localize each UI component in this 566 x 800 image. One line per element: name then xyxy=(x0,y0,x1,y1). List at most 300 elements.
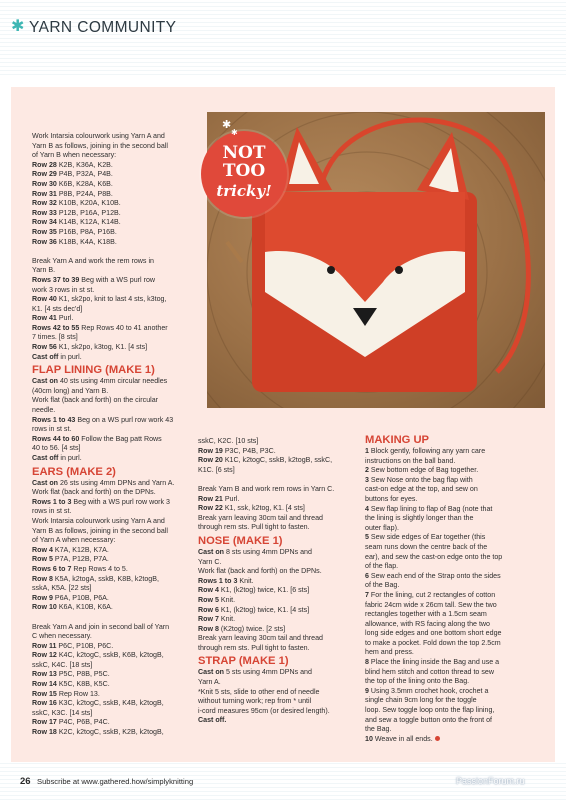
pattern-line xyxy=(198,567,360,577)
pattern-line xyxy=(32,699,204,709)
pattern-line xyxy=(198,668,360,678)
pattern-line xyxy=(198,625,360,635)
pattern-text: Knit. xyxy=(237,576,254,585)
pattern-text: Yarn C. xyxy=(198,557,222,566)
pattern-text: Sew bottom edge of Bag together. xyxy=(368,466,479,475)
badge-line-1: NOT xyxy=(222,143,266,163)
pattern-line xyxy=(365,629,525,639)
pattern-text: 26 sts using 4mm DPNs and Yarn A. xyxy=(58,478,175,487)
pattern-line xyxy=(32,575,204,585)
pattern-text: K1, ssk, k2tog, K1. [4 sts] xyxy=(222,504,305,513)
pattern-text: fabric 24cm wide x 26cm tall. Sew the two xyxy=(365,600,497,609)
pattern-line xyxy=(32,488,204,498)
pattern-text: to make a pocket. Fold down the top 2.5cm xyxy=(365,638,501,647)
pattern-line xyxy=(32,180,204,190)
pattern-row-label: 6 xyxy=(365,571,369,580)
pattern-row-label: Cast on xyxy=(32,377,59,386)
pattern-line xyxy=(365,639,525,649)
pattern-line xyxy=(198,548,360,558)
pattern-text: long side edges and one bottom short edge xyxy=(365,629,502,638)
pattern-line xyxy=(365,476,525,486)
pattern-text: without turning work; rep from * until xyxy=(198,697,312,706)
pattern-text: Beg with a WS purl row work 3 xyxy=(71,497,170,506)
pattern-row-label: Rows 37 to 39 xyxy=(32,275,80,284)
pattern-text: Using 3.5mm crochet hook, crochet a xyxy=(368,686,489,695)
section-heading: STRAP (MAKE 1) xyxy=(198,655,289,668)
section-heading: MAKING UP xyxy=(365,434,430,446)
pattern-line xyxy=(198,678,360,688)
badge-line-3: tricky! xyxy=(216,182,272,200)
pattern-line xyxy=(32,555,204,565)
pattern-row-label: Row 16 xyxy=(32,699,57,708)
subscribe-link[interactable]: Subscribe at www.gathered.how/simplyknitting xyxy=(37,777,194,786)
pattern-text: of Yarn B when necessary: xyxy=(32,151,117,160)
pattern-text: allowance, with RS facing along the two xyxy=(365,619,490,628)
pattern-row-label: 7 xyxy=(365,590,369,599)
pattern-line xyxy=(365,668,525,678)
pattern-row-label: 5 xyxy=(365,533,369,542)
pattern-row-label: Rows 44 to 60 xyxy=(32,434,80,443)
watermark: PassionForum.ru xyxy=(456,776,525,786)
pattern-line xyxy=(198,504,360,514)
pattern-row-label: Row 35 xyxy=(32,227,57,236)
pattern-line xyxy=(32,527,204,537)
pattern-line xyxy=(365,591,525,601)
pattern-text: i-cord measures 95cm (or desired length). xyxy=(198,706,330,715)
pattern-row-label: 9 xyxy=(365,686,369,695)
pattern-line xyxy=(32,199,204,209)
pattern-row-label: Row 31 xyxy=(32,189,57,198)
pattern-line xyxy=(365,658,525,668)
pattern-text: hem and press. xyxy=(365,648,414,657)
pattern-line xyxy=(365,524,525,534)
pattern-row-label: Rows 6 to 7 xyxy=(32,564,72,573)
difficulty-badge xyxy=(201,131,287,217)
pattern-line xyxy=(32,314,204,324)
pattern-text: K6B, K28A, K6B. xyxy=(56,179,113,188)
pattern-row-label: 4 xyxy=(365,504,369,513)
pattern-line xyxy=(32,565,204,575)
pattern-text: K4C, k2togC, sskB, K6B, k2togB, xyxy=(56,651,164,660)
pattern-row-label: Row 29 xyxy=(32,170,57,179)
pattern-row-label: Row 12 xyxy=(32,651,57,660)
pattern-text: Place the lining inside the Bag and use a xyxy=(368,658,500,667)
pattern-line xyxy=(365,601,525,611)
page-header xyxy=(0,0,566,75)
pattern-text: P5C, P8B, P5C. xyxy=(56,670,110,679)
pattern-text: P16B, P8A, P16B. xyxy=(56,227,117,236)
pattern-text: rows in st st. xyxy=(32,425,72,434)
pattern-line xyxy=(32,266,204,276)
pattern-text: P7A, P12B, P7A. xyxy=(52,555,109,564)
pattern-row-label: Row 10 xyxy=(32,603,57,612)
pattern-text: rows in st st. xyxy=(32,507,72,516)
pattern-line xyxy=(198,558,360,568)
pattern-text: K10B, K20A, K10B. xyxy=(56,199,121,208)
pattern-line xyxy=(32,132,204,142)
pattern-text: P6A, P10B, P6A. xyxy=(52,593,109,602)
pattern-row-label: Rows 1 to 43 xyxy=(32,415,76,424)
pattern-row-label: Row 9 xyxy=(32,593,53,602)
pattern-row-label: Cast off. xyxy=(198,716,227,725)
pattern-text: Knit. xyxy=(218,595,236,604)
pattern-text: ear), and sew the cast-on edge onto the top xyxy=(365,552,503,561)
pattern-line xyxy=(32,670,204,680)
pattern-text: of the flap. xyxy=(365,562,399,571)
pattern-line xyxy=(365,610,525,620)
pattern-line xyxy=(198,697,360,707)
page-number: 26 xyxy=(20,776,31,787)
pattern-text: cast-on edge at the top, and sew on xyxy=(365,485,478,494)
pattern-line xyxy=(365,620,525,630)
blank-line xyxy=(32,613,204,623)
pattern-row-label: Row 22 xyxy=(198,504,223,513)
pattern-text: P3C, P4B, P3C. xyxy=(222,446,276,455)
pattern-row-label: Rows 1 to 3 xyxy=(198,576,238,585)
pattern-text: sskA, K5A. [22 sts] xyxy=(32,584,92,593)
pattern-line xyxy=(32,454,204,464)
pattern-text: Beg on a WS purl row work 43 xyxy=(75,415,174,424)
pattern-row-label: Row 18 xyxy=(32,728,57,737)
pattern-text: of Yarn A when necessary: xyxy=(32,536,116,545)
pattern-line xyxy=(32,507,204,517)
pattern-line xyxy=(32,333,204,343)
pattern-row-label: 8 xyxy=(365,658,369,667)
section-heading: FLAP LINING (MAKE 1) xyxy=(32,364,155,377)
pattern-line xyxy=(32,498,204,508)
pattern-text: Work flat (back and forth) on the DPNs. xyxy=(198,567,322,576)
pattern-line xyxy=(365,648,525,658)
pattern-line xyxy=(32,228,204,238)
pattern-text: 40 sts using 4mm circular needles xyxy=(58,377,168,386)
pattern-text: Sew each end of the Strap onto the sides xyxy=(368,571,501,580)
pattern-line xyxy=(198,456,360,466)
pattern-text: Work Intarsia colourwork using Yarn A and xyxy=(32,516,165,525)
pattern-row-label: Row 5 xyxy=(198,595,219,604)
pattern-text: K6A, K10B, K6A. xyxy=(56,603,113,612)
pattern-row-label: Row 19 xyxy=(198,446,223,455)
pattern-text: work 3 rows in st st. xyxy=(32,285,95,294)
pattern-line xyxy=(365,466,525,476)
pattern-text: through rem sts. Pull tight to fasten. xyxy=(198,643,310,652)
pattern-line xyxy=(32,425,204,435)
pattern-text: Weave in all ends. xyxy=(372,734,433,743)
pattern-text: Yarn B as follows, joining in the second ball xyxy=(32,141,168,150)
pattern-line xyxy=(32,690,204,700)
pattern-line xyxy=(32,142,204,152)
pattern-text: single chain 9cm long for the toggle xyxy=(365,696,477,705)
pattern-text: Yarn B as follows, joining in the second ball xyxy=(32,526,168,535)
pattern-line xyxy=(365,457,525,467)
pattern-line xyxy=(365,581,525,591)
pattern-text: K3C, k2togC, sskB, K4B, k2togB, xyxy=(56,699,164,708)
pattern-row-label: Row 33 xyxy=(32,208,57,217)
section-heading: NOSE (MAKE 1) xyxy=(198,534,283,547)
pattern-line xyxy=(32,632,204,642)
pattern-text: Yarn A. xyxy=(198,678,221,687)
pattern-line xyxy=(198,447,360,457)
pattern-text: K18B, K4A, K18B. xyxy=(56,237,117,246)
pattern-text: loop. Sew toggle loop onto the flap lining, xyxy=(365,706,495,715)
pattern-row-label: Row 14 xyxy=(32,680,57,689)
pattern-row-label: Row 36 xyxy=(32,237,57,246)
pattern-row-label: 3 xyxy=(365,475,369,484)
pattern-line xyxy=(198,644,360,654)
pattern-line xyxy=(32,286,204,296)
pattern-line xyxy=(32,343,204,353)
pattern-row-label: Row 4 xyxy=(198,586,219,595)
pattern-text: Purl. xyxy=(56,314,74,323)
pattern-row-label: Cast off xyxy=(32,352,59,361)
pattern-text: K5C, K8B, K5C. xyxy=(56,680,110,689)
pattern-row-label: Row 20 xyxy=(198,456,223,465)
pattern-text: P4C, P6B, P4C. xyxy=(56,718,110,727)
pattern-line xyxy=(32,151,204,161)
pattern-text: Rep Rows 4 to 5. xyxy=(71,564,128,573)
pattern-line xyxy=(365,696,525,706)
pattern-line xyxy=(365,572,525,582)
pattern-text: blind hem stitch and cotton thread to sew xyxy=(365,667,494,676)
pattern-row-label: Row 11 xyxy=(32,641,57,650)
pattern-row-label: Cast on xyxy=(198,668,225,677)
pattern-line xyxy=(32,161,204,171)
pattern-text: through rem sts. Pull tight to fasten. xyxy=(198,523,310,532)
pattern-line xyxy=(198,586,360,596)
pattern-row-label: Row 34 xyxy=(32,218,57,227)
section-heading: EARS (MAKE 2) xyxy=(32,465,116,478)
pattern-line xyxy=(32,190,204,200)
pattern-row-label: Cast on xyxy=(32,478,59,487)
pattern-line xyxy=(365,514,525,524)
pattern-row-label: Row 7 xyxy=(198,615,219,624)
pattern-row-label: Row 41 xyxy=(32,314,57,323)
pattern-text: Knit. xyxy=(218,615,236,624)
pattern-line xyxy=(32,416,204,426)
pattern-text: *Knit 5 sts, slide to other end of needle xyxy=(198,687,320,696)
pattern-text: K1, sk2po, k3tog, K1. [4 sts] xyxy=(56,343,148,352)
pattern-text: Break Yarn A and work the rem rows in xyxy=(32,256,154,265)
pattern-line xyxy=(365,706,525,716)
pattern-line xyxy=(32,594,204,604)
pattern-text: Sew side edges of Ear together (this xyxy=(368,533,486,542)
section-title: YARN COMMUNITY xyxy=(29,19,177,36)
pattern-line xyxy=(32,680,204,690)
pattern-text: K14B, K12A, K14B. xyxy=(56,218,121,227)
pattern-row-label: Cast on xyxy=(198,547,225,556)
pattern-text: K5A, k2togA, sskB, K8B, k2togB, xyxy=(52,574,159,583)
pattern-row-label: Row 15 xyxy=(32,689,57,698)
pattern-text: K2B, K36A, K2B. xyxy=(56,160,113,169)
pattern-text: sskC, K4C. [18 sts] xyxy=(32,660,93,669)
pattern-text: P6C, P10B, P6C. xyxy=(56,641,114,650)
pattern-text: P4B, P32A, P4B. xyxy=(56,170,113,179)
pattern-row-label: Row 21 xyxy=(198,494,223,503)
pattern-line xyxy=(32,377,204,387)
pattern-line xyxy=(32,709,204,719)
pattern-text: K7A, K12B, K7A. xyxy=(52,545,109,554)
pattern-text: the Bag. xyxy=(365,725,392,734)
pattern-row-label: 2 xyxy=(365,466,369,475)
pattern-line xyxy=(32,324,204,334)
pattern-line xyxy=(365,725,525,735)
pattern-text: Rep Rows 40 to 41 another xyxy=(79,323,168,332)
pattern-row-label: Row 5 xyxy=(32,555,53,564)
pattern-line xyxy=(32,396,204,406)
pattern-line xyxy=(32,517,204,527)
pattern-line xyxy=(198,606,360,616)
pattern-text: in purl. xyxy=(58,352,82,361)
pattern-line xyxy=(32,387,204,397)
flower-icon: ✱ xyxy=(222,119,232,131)
pattern-row-label: Rows 42 to 55 xyxy=(32,323,80,332)
pattern-row-label: Row 17 xyxy=(32,718,57,727)
pattern-text: seam runs down the centre back of the xyxy=(365,542,488,551)
pattern-line xyxy=(365,687,525,697)
asterisk-icon: ✱ xyxy=(11,18,25,35)
pattern-line xyxy=(198,707,360,717)
pattern-text: Work flat (back and forth) on the circular xyxy=(32,396,159,405)
pattern-line xyxy=(365,735,525,745)
pattern-line xyxy=(32,584,204,594)
pattern-line xyxy=(365,495,525,505)
pattern-line xyxy=(198,615,360,625)
pattern-text: outer flap). xyxy=(365,523,399,532)
pattern-row-label: Row 8 xyxy=(32,574,53,583)
pattern-text: Beg with a WS purl row xyxy=(79,275,156,284)
pattern-line xyxy=(198,688,360,698)
pattern-row-label: Row 4 xyxy=(32,545,53,554)
pattern-text: C when necessary. xyxy=(32,632,92,641)
badge-line-2: TOO xyxy=(222,161,266,181)
pattern-line xyxy=(32,218,204,228)
pattern-line xyxy=(365,543,525,553)
pattern-line xyxy=(32,406,204,416)
pattern-text: P8B, P24A, P8B. xyxy=(56,189,113,198)
pattern-row-label: 1 xyxy=(365,447,369,455)
pattern-row-label: Row 30 xyxy=(32,179,57,188)
pattern-text: Rep Row 13. xyxy=(56,689,100,698)
pattern-text: the top of the lining onto the Bag. xyxy=(365,677,470,686)
pattern-text: the lining is slightly longer than the xyxy=(365,514,474,523)
pattern-row-label: Row 28 xyxy=(32,160,57,169)
pattern-row-label: Rows 1 to 3 xyxy=(32,497,72,506)
pattern-text: rectangles together with a 1.5cm seam xyxy=(365,610,487,619)
pattern-text: sskC, K2C. [10 sts] xyxy=(198,437,259,445)
pattern-text: P12B, P16A, P12B. xyxy=(56,208,121,217)
end-marker-icon xyxy=(435,736,440,741)
pattern-text: Sew Nose onto the bag flap with xyxy=(368,475,473,484)
pattern-text: 5 sts using 4mm DPNs and xyxy=(224,668,312,677)
pattern-text: 8 sts using 4mm DPNs and xyxy=(224,547,312,556)
blank-line xyxy=(198,475,360,485)
pattern-line xyxy=(32,170,204,180)
pattern-line xyxy=(198,495,360,505)
pattern-line xyxy=(198,523,360,533)
pattern-line xyxy=(32,444,204,454)
pattern-line xyxy=(365,716,525,726)
pattern-line xyxy=(198,716,360,726)
pattern-line xyxy=(198,634,360,644)
pattern-line xyxy=(32,295,204,305)
pattern-line xyxy=(32,479,204,489)
pattern-text: K1C, k2togC, sskB, k2togB, sskC, xyxy=(222,456,333,465)
pattern-text: K1. [4 sts dec'd] xyxy=(32,304,83,313)
pattern-row-label: Row 6 xyxy=(198,605,219,614)
pattern-column-1 xyxy=(32,132,204,738)
pattern-text: Work Intarsia colourwork using Yarn A and xyxy=(32,132,165,140)
pattern-column-3 xyxy=(365,432,525,744)
pattern-text: K1, sk2po, knit to last 4 sts, k3tog, xyxy=(56,295,167,304)
pattern-line xyxy=(32,661,204,671)
pattern-text: 40 to 56. [4 sts] xyxy=(32,444,81,453)
pattern-line xyxy=(365,533,525,543)
pattern-text: Break Yarn A and join in second ball of Yarn xyxy=(32,622,170,631)
pattern-text: instructions on the ball band. xyxy=(365,456,456,465)
pattern-line xyxy=(32,209,204,219)
pattern-line xyxy=(32,276,204,286)
pattern-text: K1, (k2tog) twice, K1. [4 sts] xyxy=(218,605,310,614)
pattern-text: Break yarn leaving 30cm tail and thread xyxy=(198,513,323,522)
pattern-row-label: Cast off xyxy=(32,454,59,462)
pattern-line xyxy=(32,435,204,445)
pattern-line xyxy=(365,485,525,495)
pattern-line xyxy=(198,577,360,587)
pattern-text: and sew a toggle button onto the front of xyxy=(365,715,492,724)
pattern-line xyxy=(32,238,204,248)
pattern-row-label: 10 xyxy=(365,734,373,743)
pattern-line xyxy=(365,553,525,563)
pattern-text: Yarn B. xyxy=(32,266,56,275)
pattern-text: Sew flap lining to flap of Bag (note that xyxy=(368,504,493,513)
pattern-line xyxy=(365,447,525,457)
pattern-row-label: Row 13 xyxy=(32,670,57,679)
pattern-row-label: Row 8 xyxy=(198,624,219,633)
pattern-line xyxy=(198,485,360,495)
pattern-row-label: Row 32 xyxy=(32,199,57,208)
pattern-text: Purl. xyxy=(222,494,240,503)
blank-line xyxy=(32,247,204,257)
flower-icon: ✱ xyxy=(231,128,238,137)
pattern-row-label: Row 40 xyxy=(32,295,57,304)
pattern-line xyxy=(32,257,204,267)
pattern-line xyxy=(365,505,525,515)
pattern-text: buttons for eyes. xyxy=(365,494,418,503)
pattern-text: Work flat (back and forth) on the DPNs. xyxy=(32,488,156,497)
pattern-line xyxy=(32,536,204,546)
pattern-line xyxy=(32,718,204,728)
pattern-line xyxy=(365,677,525,687)
pattern-row-label: Row 56 xyxy=(32,343,57,352)
pattern-text: Break yarn leaving 30cm tail and thread xyxy=(198,634,323,643)
pattern-line xyxy=(32,546,204,556)
pattern-text: (K2tog) twice. [2 sts] xyxy=(218,624,286,633)
pattern-text: sskC, K3C. [14 sts] xyxy=(32,708,93,717)
pattern-text: For the lining, cut 2 rectangles of cotton xyxy=(368,590,496,599)
pattern-text: Follow the Bag patt Rows xyxy=(79,434,162,443)
pattern-line xyxy=(32,305,204,315)
pattern-line xyxy=(198,466,360,476)
pattern-line xyxy=(198,437,360,447)
pattern-text: Break Yarn B and work rem rows in Yarn C. xyxy=(198,484,335,493)
pattern-text: K2C, k2togC, sskB, K2B, k2togB, xyxy=(56,728,164,737)
pattern-line xyxy=(198,514,360,524)
pattern-line xyxy=(32,353,204,363)
pattern-text: of the Bag. xyxy=(365,581,400,590)
pattern-text: needle. xyxy=(32,406,56,415)
pattern-line xyxy=(32,642,204,652)
pattern-text: 7 times. [8 sts] xyxy=(32,333,78,342)
pattern-text: K1, (k2tog) twice, K1. [6 sts] xyxy=(218,586,310,595)
